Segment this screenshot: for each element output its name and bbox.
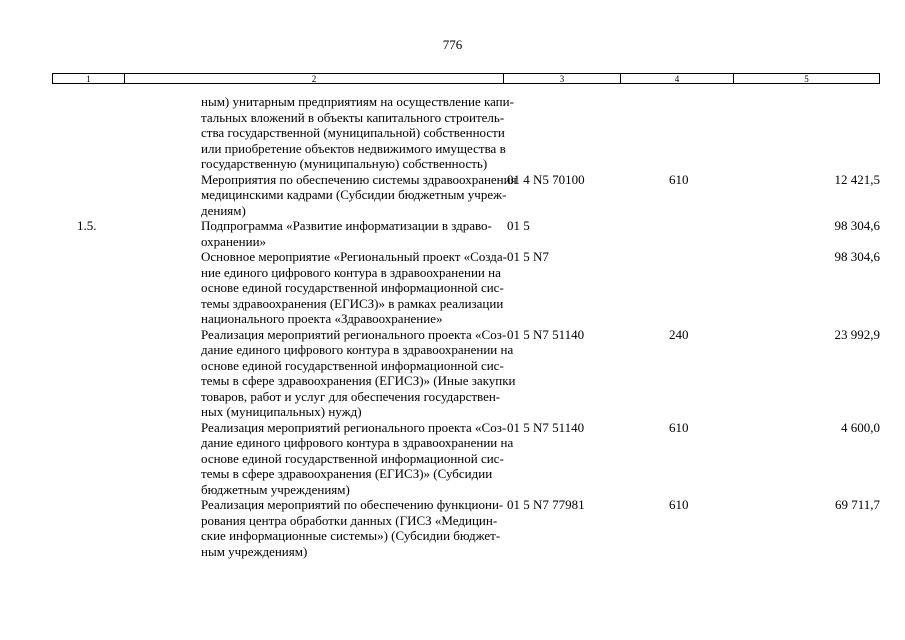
row-name-line: Мероприятия по обеспечению системы здравоохранения bbox=[201, 171, 517, 187]
row-number bbox=[52, 497, 124, 559]
row-sum: 12 421,5 bbox=[834, 171, 880, 187]
row-name bbox=[124, 171, 517, 219]
row-name-line: ские информационные системы») (Субсидии бюджет- bbox=[201, 528, 501, 543]
row-number bbox=[52, 249, 124, 327]
table-row bbox=[52, 94, 880, 172]
row-name-line: медицинскими кадрами (Субсидии бюджетным учреж- bbox=[201, 187, 507, 202]
row-number bbox=[52, 172, 124, 219]
row-name-line: Реализация мероприятий по обеспечению функциони- bbox=[201, 497, 504, 512]
row-code: 01 4 N5 70100 bbox=[507, 171, 585, 187]
row-sum: 98 304,6 bbox=[834, 218, 880, 233]
row-expense-type bbox=[620, 249, 733, 327]
page-number: 776 bbox=[442, 37, 463, 52]
row-name-line: ства государственной (муниципальной) собственности bbox=[201, 125, 505, 140]
row-expense-type: 610 bbox=[669, 419, 689, 435]
row-sum bbox=[733, 94, 880, 172]
row-name-line: темы в сфере здравоохранения (ЕГИСЗ)» (Субсидии bbox=[201, 466, 493, 481]
row-name-line: Подпрограмма «Развитие информатизации в здраво- bbox=[201, 218, 492, 233]
row-expense-type bbox=[620, 94, 733, 172]
header-col-5: 5 bbox=[804, 74, 809, 84]
row-sum: 23 992,9 bbox=[834, 326, 880, 342]
row-name bbox=[124, 326, 516, 420]
row-code: 01 5 N7 51140 bbox=[507, 326, 585, 342]
row-number bbox=[52, 420, 124, 498]
row-number: 1.5. bbox=[77, 218, 97, 233]
row-sum: 98 304,6 bbox=[834, 249, 880, 264]
row-code: 01 5 N7 77981 bbox=[507, 497, 585, 512]
row-number bbox=[52, 94, 124, 172]
row-code: 01 5 N7 bbox=[507, 249, 549, 264]
row-name bbox=[124, 497, 503, 559]
table-row bbox=[52, 218, 880, 249]
row-name-line: государственную (муниципальную) собственность) bbox=[201, 156, 488, 171]
row-name-line: ным учреждениям) bbox=[201, 543, 308, 559]
row-name-line: Основное мероприятие «Региональный проект «Созда- bbox=[201, 249, 507, 264]
row-name-line: дениям) bbox=[201, 202, 246, 218]
table-body bbox=[52, 94, 880, 559]
row-name-line: основе единой государственной информационной сис- bbox=[201, 280, 504, 295]
row-name-line: или приобретение объектов недвижимого имущества в bbox=[201, 140, 506, 156]
row-name-line: ние единого цифрового контура в здравоохранении на bbox=[201, 264, 501, 280]
row-name-line: тальных вложений в объекты капитального строитель- bbox=[201, 109, 505, 125]
row-name-line: бюджетным учреждениям) bbox=[201, 481, 350, 497]
row-expense-type: 610 bbox=[669, 171, 689, 187]
row-name bbox=[124, 249, 507, 327]
table-header bbox=[52, 73, 880, 84]
header-col-4: 4 bbox=[621, 74, 734, 83]
table-row bbox=[52, 249, 880, 327]
row-name bbox=[124, 419, 514, 498]
row-name-line: темы в сфере здравоохранения (ЕГИСЗ)» (Иные закупки bbox=[201, 373, 516, 388]
row-number bbox=[52, 327, 124, 420]
row-name-line: основе единой государственной информационной сис- bbox=[201, 450, 504, 466]
row-code: 01 5 N7 51140 bbox=[507, 419, 585, 435]
row-expense-type: 610 bbox=[669, 497, 689, 512]
header-col-1: 1 bbox=[53, 74, 125, 83]
row-sum: 69 711,7 bbox=[834, 497, 880, 512]
row-name-line: темы здравоохранения (ЕГИСЗ)» в рамках реализации bbox=[201, 295, 504, 311]
row-name-line: основе единой государственной информационной сис- bbox=[201, 357, 504, 373]
row-name-line: дание единого цифрового контура в здравоохранении на bbox=[201, 435, 514, 450]
table-row bbox=[52, 497, 880, 559]
row-name-line: товаров, работ и услуг для обеспечения государствен- bbox=[201, 388, 501, 404]
table-row bbox=[52, 172, 880, 219]
row-name-line: дание единого цифрового контура в здравоохранении на bbox=[201, 342, 514, 357]
row-name-line: Реализация мероприятий регионального проекта «Соз- bbox=[201, 419, 507, 435]
row-name-line: Реализация мероприятий регионального проекта «Соз- bbox=[201, 326, 507, 342]
row-expense-type: 240 bbox=[669, 326, 689, 342]
row-name bbox=[124, 218, 503, 249]
row-name-line: ным) унитарным предприятиям на осуществление капи- bbox=[201, 94, 514, 109]
row-code bbox=[503, 94, 620, 172]
row-name-line: охранении» bbox=[201, 233, 267, 249]
table-row bbox=[52, 327, 880, 420]
row-expense-type bbox=[620, 218, 733, 249]
header-col-2: 2 bbox=[125, 74, 504, 83]
row-name-line: национального проекта «Здравоохранение» bbox=[201, 311, 443, 326]
row-name bbox=[124, 94, 514, 172]
row-name-line: рования центра обработки данных (ГИСЗ «Медицин- bbox=[201, 512, 498, 528]
table-row bbox=[52, 420, 880, 498]
row-sum: 4 600,0 bbox=[841, 419, 880, 435]
header-col-3: 3 bbox=[504, 74, 621, 83]
row-name-line: ных (муниципальных) нужд) bbox=[201, 404, 362, 419]
row-code: 01 5 bbox=[507, 218, 530, 233]
